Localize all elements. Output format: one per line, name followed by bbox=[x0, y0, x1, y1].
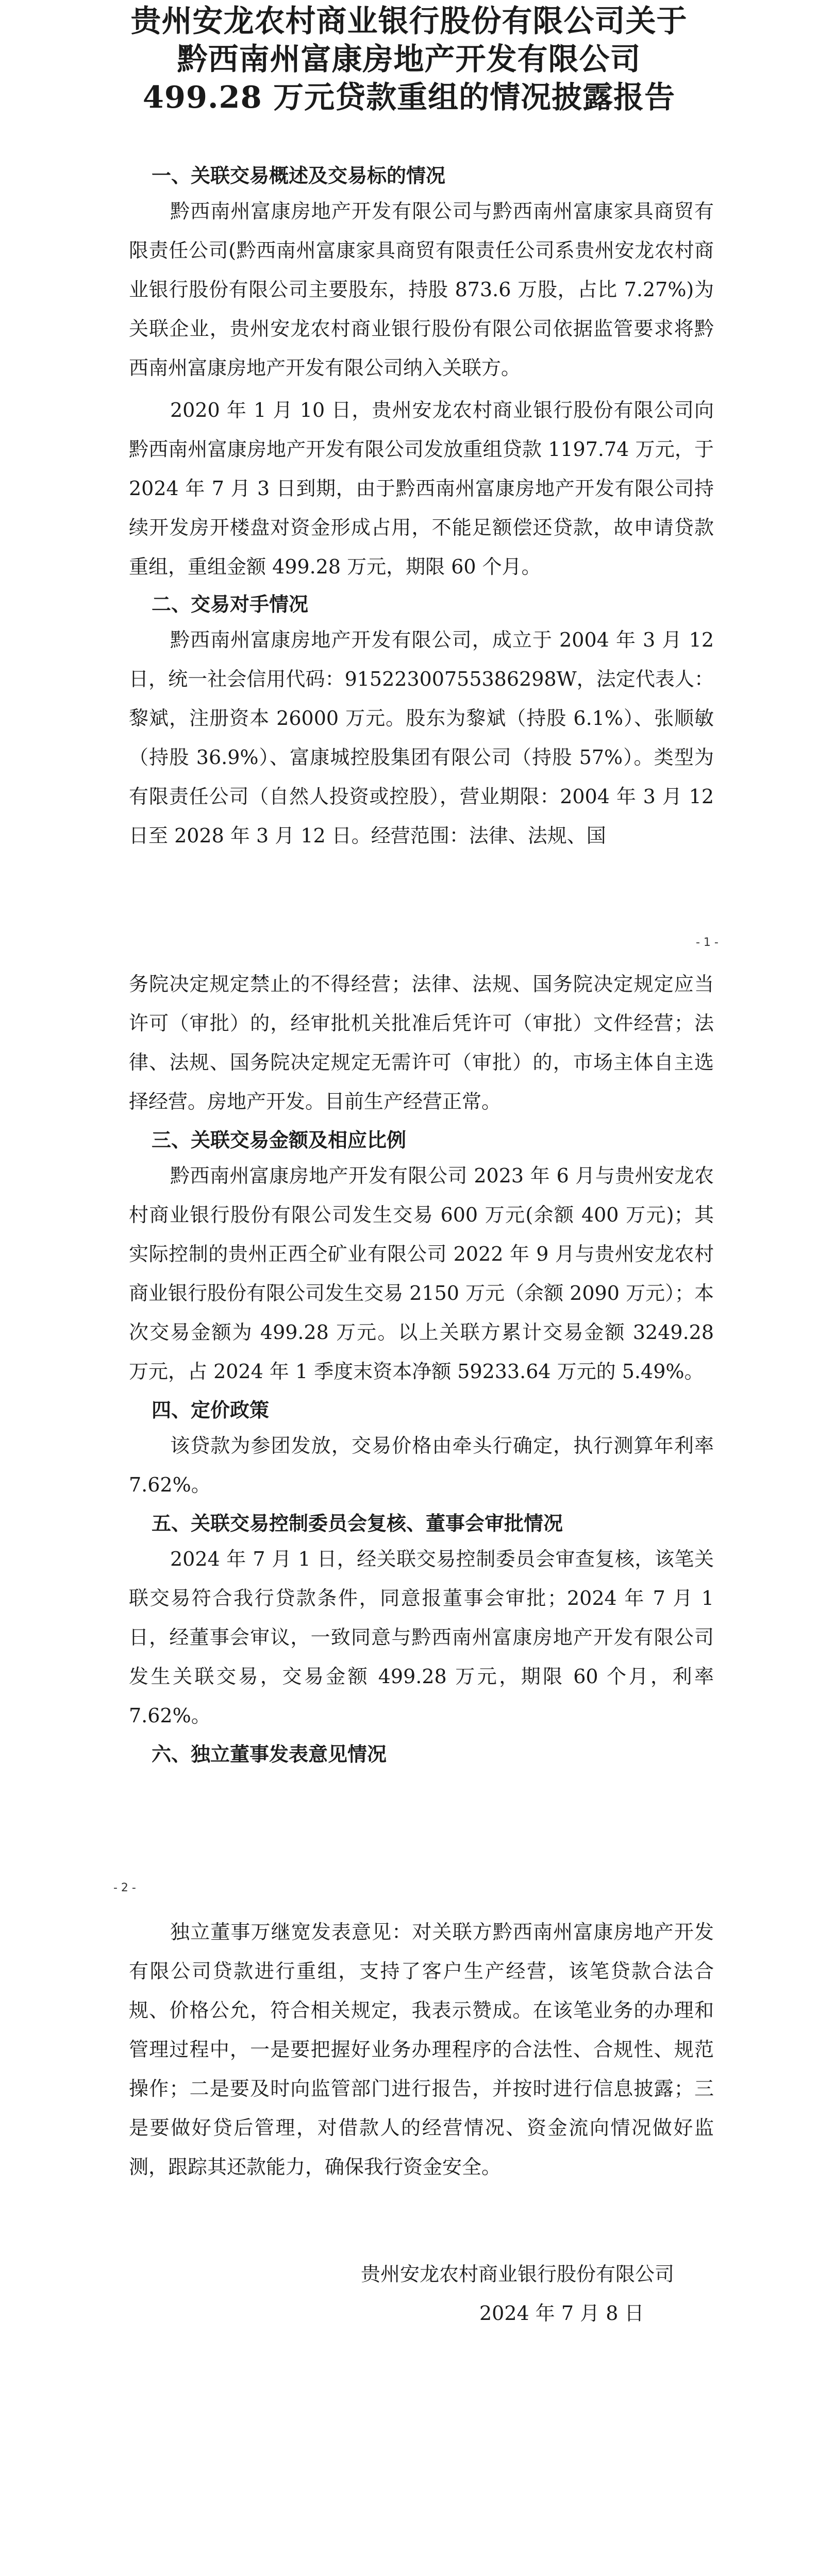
section-5-heading: 五、关联交易控制委员会复核、董事会审批情况 bbox=[152, 1512, 563, 1535]
section-1-paragraph-2: 2020 年 1 月 10 日，贵州安龙农村商业银行股份有限公司向黔西南州富康房地产开发有限公司发放重组贷款 1197.74 万元，于 2024 年 7 月 3 日到期，由于黔西南州富康房地产开发有限公司持续开发房开楼盘对资金形成占用，不能足额偿还贷款，故申请贷款重组，重组金额 499.28 万元，期限 60 个月。 bbox=[129, 399, 714, 578]
section-2-heading: 二、交易对手情况 bbox=[152, 593, 309, 616]
title-line: 黔西南州富康房地产开发有限公司 bbox=[177, 41, 641, 77]
signature-block bbox=[361, 2255, 711, 2333]
page-number-2: - 2 - bbox=[113, 1882, 136, 1894]
page-2-body bbox=[129, 964, 714, 1770]
section-6-heading: 六、独立董事发表意见情况 bbox=[152, 1743, 387, 1766]
section-4-paragraph: 该贷款为参团发放，交易价格由牵头行确定，执行测算年利率 7.62%。 bbox=[129, 1434, 714, 1496]
title-line: 贵州安龙农村商业银行股份有限公司关于 bbox=[130, 3, 688, 39]
signature-date: 2024 年 7 月 8 日 bbox=[479, 2302, 644, 2325]
title-line: 499.28 万元贷款重组的情况披露报告 bbox=[142, 79, 676, 115]
section-3-heading: 三、关联交易金额及相应比例 bbox=[152, 1129, 407, 1151]
section-4-heading: 四、定价政策 bbox=[152, 1399, 270, 1421]
signature-org: 贵州安龙农村商业银行股份有限公司 bbox=[361, 2263, 675, 2285]
section-3-paragraph: 黔西南州富康房地产开发有限公司 2023 年 6 月与贵州安龙农村商业银行股份有限公司发生交易 600 万元(余额 400 万元)；其实际控制的贵州正西仝矿业有限公司 2022 年 9 月与贵州安龙农村商业银行股份有限公司发生交易 2150 万元（余额 2090 万元）；本次交易金额为 499.28 万元。以上关联方累计交易金额 3249.28 万元，占 2024 年 1 季度末资本净额 59233.64 万元的 5.49%。 bbox=[129, 1164, 714, 1383]
section-2-paragraph-part-2: 务院决定规定禁止的不得经营；法律、法规、国务院决定规定应当许可（审批）的，经审批机关批准后凭许可（审批）文件经营；法律、法规、国务院决定规定无需许可（审批）的，市场主体自主选择经营。房地产开发。目前生产经营正常。 bbox=[129, 973, 714, 1113]
section-1-paragraph-1: 黔西南州富康房地产开发有限公司与黔西南州富康家具商贸有限责任公司(黔西南州富康家具商贸有限责任公司系贵州安龙农村商业银行股份有限公司主要股东，持股 873.6 万股，占比 7.27%)为关联企业，贵州安龙农村商业银行股份有限公司依据监管要求将黔西南州富康房地产开发有限公司纳入关联方。 bbox=[129, 200, 714, 379]
section-2-paragraph-part-1: 黔西南州富康房地产开发有限公司，成立于 2004 年 3 月 12 日，统一社会信用代码：91522300755386298W，法定代表人：黎斌，注册资本 26000 万元。股东为黎斌（持股 6.1%）、张顺敏（持股 36.9%）、富康城控股集团有限公司（持股 57%）。类型为有限责任公司（自然人投资或控股），营业期限：2004 年 3 月 12 日至 2028 年 3 月 12 日。经营范围：法律、法规、国 bbox=[129, 629, 714, 847]
page-3-body bbox=[129, 1912, 714, 2187]
document-title bbox=[93, 2, 725, 116]
page-1-body bbox=[129, 160, 714, 855]
section-1-heading: 一、关联交易概述及交易标的情况 bbox=[152, 164, 446, 187]
section-5-paragraph: 2024 年 7 月 1 日，经关联交易控制委员会审查复核，该笔关联交易符合我行贷款条件，同意报董事会审批；2024 年 7 月 1 日，经董事会审议，一致同意与黔西南州富康房地产开发有限公司发生关联交易，交易金额 499.28 万元，期限 60 个月，利率 7.62%。 bbox=[129, 1548, 714, 1727]
page-number-1: - 1 - bbox=[696, 936, 719, 949]
section-6-paragraph: 独立董事万继宽发表意见：对关联方黔西南州富康房地产开发有限公司贷款进行重组，支持了客户生产经营，该笔贷款合法合规、价格公允，符合相关规定，我表示赞成。在该笔业务的办理和管理过程中，一是要把握好业务办理程序的合法性、合规性、规范操作；二是要及时向监管部门进行报告，并按时进行信息披露；三是要做好贷后管理，对借款人的经营情况、资金流向情况做好监测，跟踪其还款能力，确保我行资金安全。 bbox=[129, 1921, 714, 2178]
